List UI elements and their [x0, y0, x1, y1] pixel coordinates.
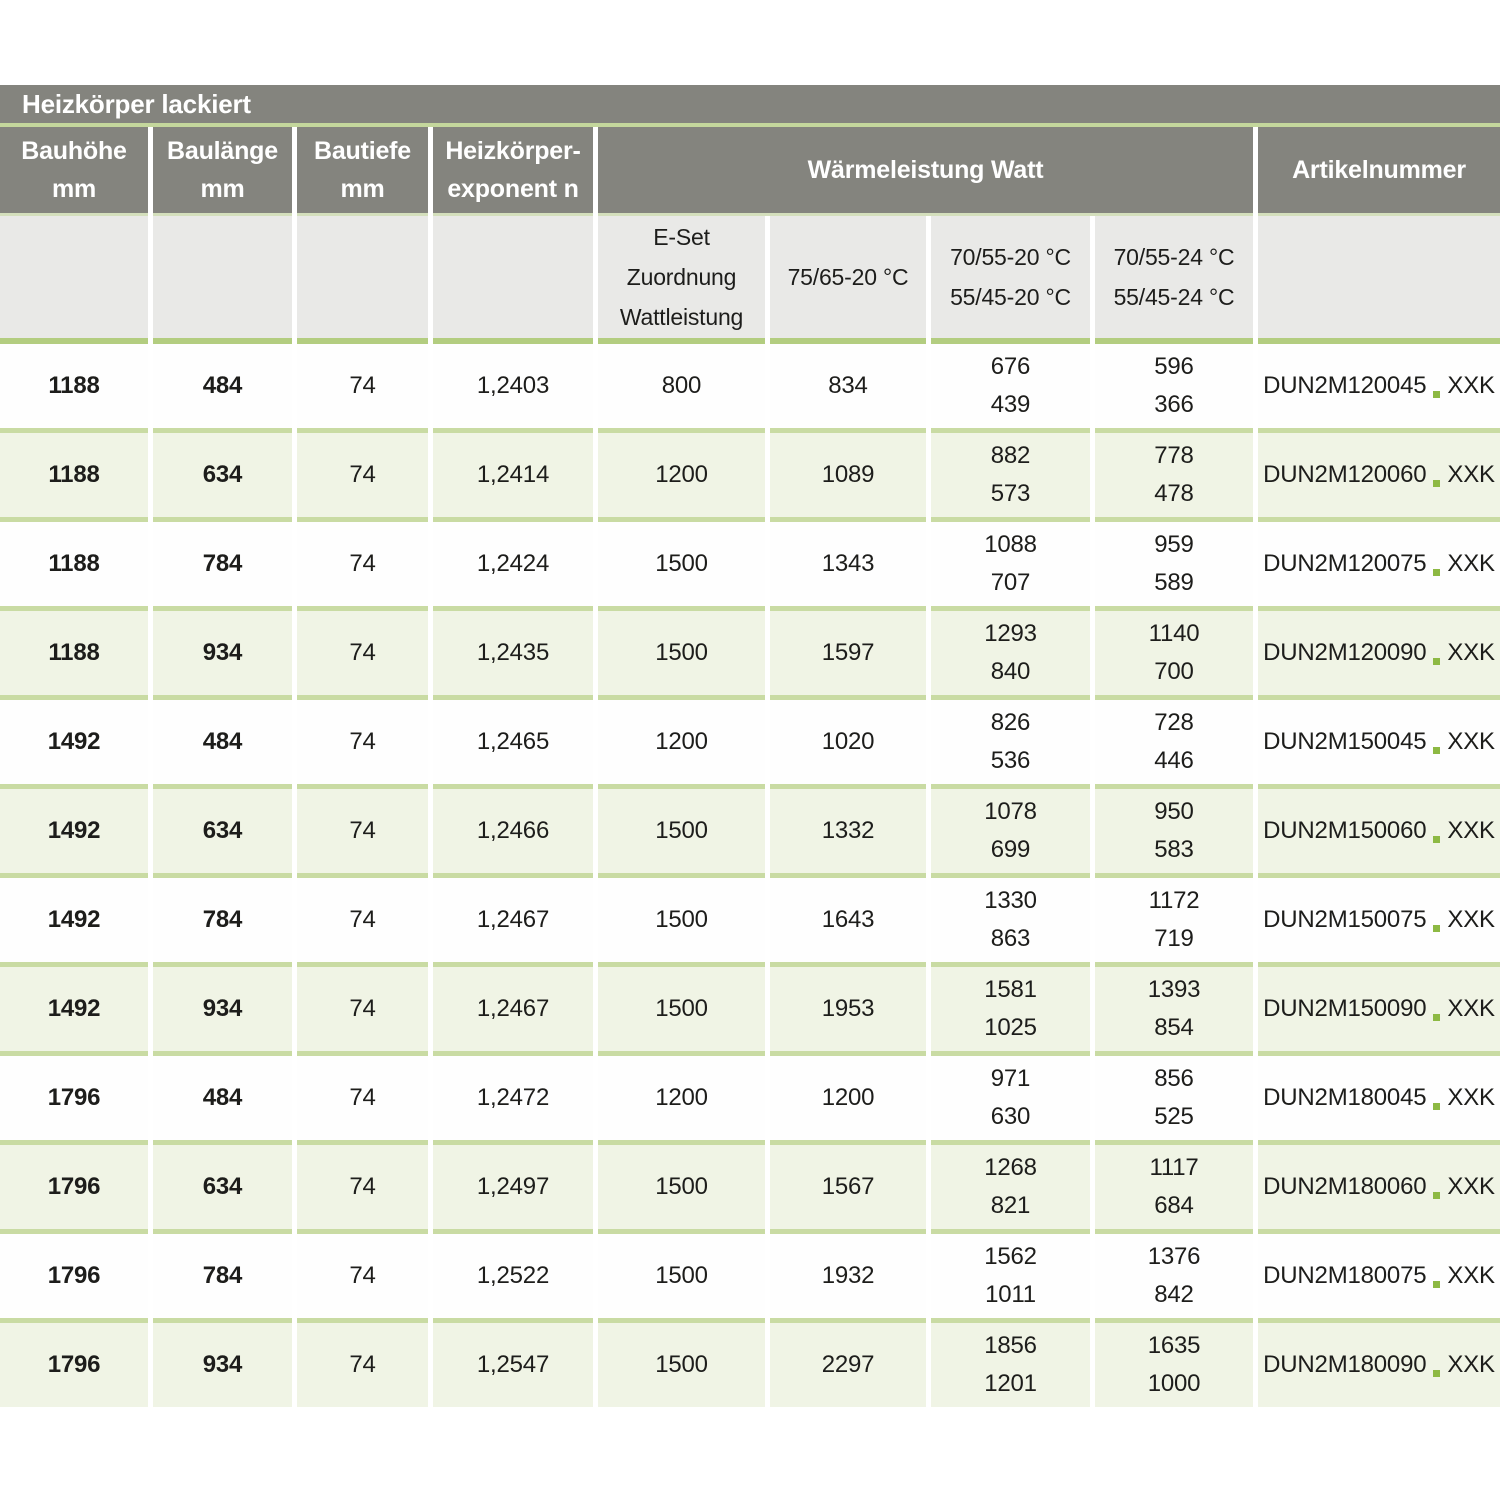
cell-bautiefe: 74 [297, 878, 428, 967]
cell-bauhoehe: 1796 [0, 1234, 148, 1323]
artikel-suffix: XXK [1447, 550, 1495, 577]
artikel-suffix: XXK [1447, 1173, 1495, 1200]
table-row [0, 344, 1500, 433]
cell-w7565: 1343 [770, 522, 926, 611]
cell-eset: 1200 [598, 700, 765, 789]
cell-bauhoehe: 1492 [0, 967, 148, 1056]
subheader-75-65-20: 75/65-20 °C [770, 216, 926, 344]
cell-w7055_20: 882 573 [931, 433, 1090, 522]
cell-exponent: 1,2522 [433, 1234, 593, 1323]
cell-bauhoehe: 1492 [0, 878, 148, 967]
cell-w7055_20: 676 439 [931, 344, 1090, 433]
green-dot-separator [1433, 1103, 1440, 1110]
cell-eset: 1500 [598, 611, 765, 700]
column-header-exponent: Heizkörper- exponent n [433, 127, 593, 216]
cell-artikel [1258, 611, 1500, 700]
cell-baulaenge: 484 [153, 1056, 292, 1145]
green-dot-separator [1433, 836, 1440, 843]
artikel-code: DUN2M180075 [1263, 1262, 1427, 1289]
cell-w7565: 2297 [770, 1323, 926, 1407]
cell-baulaenge: 484 [153, 700, 292, 789]
cell-bauhoehe: 1796 [0, 1145, 148, 1234]
cell-bautiefe: 74 [297, 1234, 428, 1323]
cell-exponent: 1,2547 [433, 1323, 593, 1407]
artikel-suffix: XXK [1447, 817, 1495, 844]
cell-baulaenge: 934 [153, 611, 292, 700]
cell-w7055_24: 1393 854 [1095, 967, 1253, 1056]
cell-w7565: 1200 [770, 1056, 926, 1145]
cell-bautiefe: 74 [297, 611, 428, 700]
table-row [0, 789, 1500, 878]
cell-eset: 1500 [598, 789, 765, 878]
subheader-empty-bauhoehe [0, 216, 148, 344]
artikel-suffix: XXK [1447, 1084, 1495, 1111]
cell-exponent: 1,2424 [433, 522, 593, 611]
cell-baulaenge: 634 [153, 789, 292, 878]
cell-exponent: 1,2466 [433, 789, 593, 878]
cell-exponent: 1,2435 [433, 611, 593, 700]
cell-baulaenge: 784 [153, 522, 292, 611]
cell-bauhoehe: 1188 [0, 611, 148, 700]
table-body [0, 344, 1500, 1407]
artikel-code: DUN2M180090 [1263, 1351, 1427, 1378]
green-dot-separator [1433, 391, 1440, 398]
artikel-code: DUN2M120045 [1263, 372, 1427, 399]
table-row [0, 611, 1500, 700]
column-header-waermeleistung: Wärmeleistung Watt [598, 127, 1253, 216]
cell-exponent: 1,2467 [433, 878, 593, 967]
artikel-suffix: XXK [1447, 1351, 1495, 1378]
cell-w7055_20: 1293 840 [931, 611, 1090, 700]
cell-artikel [1258, 344, 1500, 433]
cell-bauhoehe: 1796 [0, 1323, 148, 1407]
green-dot-separator [1433, 569, 1440, 576]
subheader-70-55-24: 70/55-24 °C 55/45-24 °C [1095, 216, 1253, 344]
column-header-bautiefe: Bautiefe mm [297, 127, 428, 216]
column-header-bauhoehe: Bauhöhe mm [0, 127, 148, 216]
green-dot-separator [1433, 1370, 1440, 1377]
green-dot-separator [1433, 1014, 1440, 1021]
cell-w7055_20: 1088 707 [931, 522, 1090, 611]
cell-baulaenge: 484 [153, 344, 292, 433]
cell-w7565: 834 [770, 344, 926, 433]
cell-exponent: 1,2403 [433, 344, 593, 433]
radiator-spec-table [0, 85, 1500, 1407]
cell-w7055_20: 1268 821 [931, 1145, 1090, 1234]
table-row [0, 1145, 1500, 1234]
cell-w7055_20: 826 536 [931, 700, 1090, 789]
subheader-empty-artikelnummer [1258, 216, 1500, 344]
cell-exponent: 1,2472 [433, 1056, 593, 1145]
artikel-code: DUN2M180060 [1263, 1173, 1427, 1200]
cell-artikel [1258, 1056, 1500, 1145]
cell-bauhoehe: 1492 [0, 789, 148, 878]
cell-artikel [1258, 700, 1500, 789]
cell-eset: 1500 [598, 1145, 765, 1234]
cell-w7055_20: 1078 699 [931, 789, 1090, 878]
cell-bautiefe: 74 [297, 1056, 428, 1145]
artikel-suffix: XXK [1447, 1262, 1495, 1289]
cell-exponent: 1,2414 [433, 433, 593, 522]
cell-w7055_20: 1330 863 [931, 878, 1090, 967]
cell-w7055_20: 971 630 [931, 1056, 1090, 1145]
cell-artikel [1258, 522, 1500, 611]
green-dot-separator [1433, 1281, 1440, 1288]
cell-w7055_24: 1140 700 [1095, 611, 1253, 700]
cell-eset: 1500 [598, 1323, 765, 1407]
subheader-eset: E-Set Zuordnung Wattleistung [598, 216, 765, 344]
artikel-suffix: XXK [1447, 372, 1495, 399]
artikel-code: DUN2M150060 [1263, 817, 1427, 844]
cell-bauhoehe: 1188 [0, 433, 148, 522]
artikel-code: DUN2M150090 [1263, 995, 1427, 1022]
cell-bautiefe: 74 [297, 344, 428, 433]
cell-w7565: 1332 [770, 789, 926, 878]
artikel-suffix: XXK [1447, 639, 1495, 666]
cell-w7565: 1597 [770, 611, 926, 700]
table-row [0, 1323, 1500, 1407]
subheader-70-55-20: 70/55-20 °C 55/45-20 °C [931, 216, 1090, 344]
cell-w7055_24: 1172 719 [1095, 878, 1253, 967]
artikel-code: DUN2M120075 [1263, 550, 1427, 577]
green-dot-separator [1433, 1192, 1440, 1199]
table-row [0, 700, 1500, 789]
subheader-empty-bautiefe [297, 216, 428, 344]
cell-baulaenge: 634 [153, 433, 292, 522]
cell-bauhoehe: 1492 [0, 700, 148, 789]
cell-bauhoehe: 1188 [0, 522, 148, 611]
cell-eset: 1500 [598, 1234, 765, 1323]
cell-eset: 1200 [598, 433, 765, 522]
table-row [0, 878, 1500, 967]
cell-w7055_24: 856 525 [1095, 1056, 1253, 1145]
cell-w7565: 1020 [770, 700, 926, 789]
artikel-code: DUN2M120060 [1263, 461, 1427, 488]
cell-baulaenge: 634 [153, 1145, 292, 1234]
cell-bautiefe: 74 [297, 1145, 428, 1234]
cell-baulaenge: 784 [153, 878, 292, 967]
subheader-row [0, 216, 1500, 344]
column-header-baulaenge: Baulänge mm [153, 127, 292, 216]
cell-bautiefe: 74 [297, 522, 428, 611]
cell-exponent: 1,2467 [433, 967, 593, 1056]
cell-w7565: 1089 [770, 433, 926, 522]
cell-artikel [1258, 1234, 1500, 1323]
cell-eset: 1200 [598, 1056, 765, 1145]
artikel-suffix: XXK [1447, 906, 1495, 933]
cell-w7565: 1953 [770, 967, 926, 1056]
column-header-artikelnummer: Artikelnummer [1258, 127, 1500, 216]
green-dot-separator [1433, 747, 1440, 754]
cell-w7055_20: 1562 1011 [931, 1234, 1090, 1323]
artikel-code: DUN2M150075 [1263, 906, 1427, 933]
cell-w7055_24: 596 366 [1095, 344, 1253, 433]
table-title: Heizkörper lackiert [22, 88, 251, 119]
cell-bautiefe: 74 [297, 700, 428, 789]
cell-artikel [1258, 967, 1500, 1056]
cell-eset: 1500 [598, 878, 765, 967]
table-row [0, 1234, 1500, 1323]
cell-w7055_24: 1117 684 [1095, 1145, 1253, 1234]
green-dot-separator [1433, 480, 1440, 487]
cell-w7055_24: 778 478 [1095, 433, 1253, 522]
cell-artikel [1258, 1145, 1500, 1234]
table-row [0, 1056, 1500, 1145]
cell-baulaenge: 934 [153, 967, 292, 1056]
cell-w7565: 1932 [770, 1234, 926, 1323]
cell-w7055_24: 1635 1000 [1095, 1323, 1253, 1407]
cell-w7565: 1567 [770, 1145, 926, 1234]
cell-bautiefe: 74 [297, 1323, 428, 1407]
cell-bautiefe: 74 [297, 433, 428, 522]
header-row [0, 127, 1500, 216]
cell-w7055_24: 950 583 [1095, 789, 1253, 878]
cell-exponent: 1,2465 [433, 700, 593, 789]
artikel-suffix: XXK [1447, 995, 1495, 1022]
cell-w7055_24: 728 446 [1095, 700, 1253, 789]
cell-eset: 1500 [598, 967, 765, 1056]
cell-artikel [1258, 433, 1500, 522]
cell-bautiefe: 74 [297, 789, 428, 878]
cell-w7055_20: 1581 1025 [931, 967, 1090, 1056]
cell-artikel [1258, 789, 1500, 878]
cell-bauhoehe: 1796 [0, 1056, 148, 1145]
green-dot-separator [1433, 925, 1440, 932]
artikel-code: DUN2M150045 [1263, 728, 1427, 755]
cell-bauhoehe: 1188 [0, 344, 148, 433]
cell-w7055_20: 1856 1201 [931, 1323, 1090, 1407]
green-dot-separator [1433, 658, 1440, 665]
artikel-suffix: XXK [1447, 461, 1495, 488]
cell-artikel [1258, 1323, 1500, 1407]
table-title-bar [0, 85, 1500, 127]
table-row [0, 433, 1500, 522]
cell-eset: 1500 [598, 522, 765, 611]
artikel-code: DUN2M120090 [1263, 639, 1427, 666]
cell-eset: 800 [598, 344, 765, 433]
subheader-empty-exponent [433, 216, 593, 344]
cell-w7055_24: 1376 842 [1095, 1234, 1253, 1323]
subheader-empty-baulaenge [153, 216, 292, 344]
cell-w7565: 1643 [770, 878, 926, 967]
cell-w7055_24: 959 589 [1095, 522, 1253, 611]
cell-exponent: 1,2497 [433, 1145, 593, 1234]
cell-baulaenge: 934 [153, 1323, 292, 1407]
cell-bautiefe: 74 [297, 967, 428, 1056]
table-row [0, 967, 1500, 1056]
artikel-code: DUN2M180045 [1263, 1084, 1427, 1111]
cell-baulaenge: 784 [153, 1234, 292, 1323]
cell-artikel [1258, 878, 1500, 967]
artikel-suffix: XXK [1447, 728, 1495, 755]
table-row [0, 522, 1500, 611]
